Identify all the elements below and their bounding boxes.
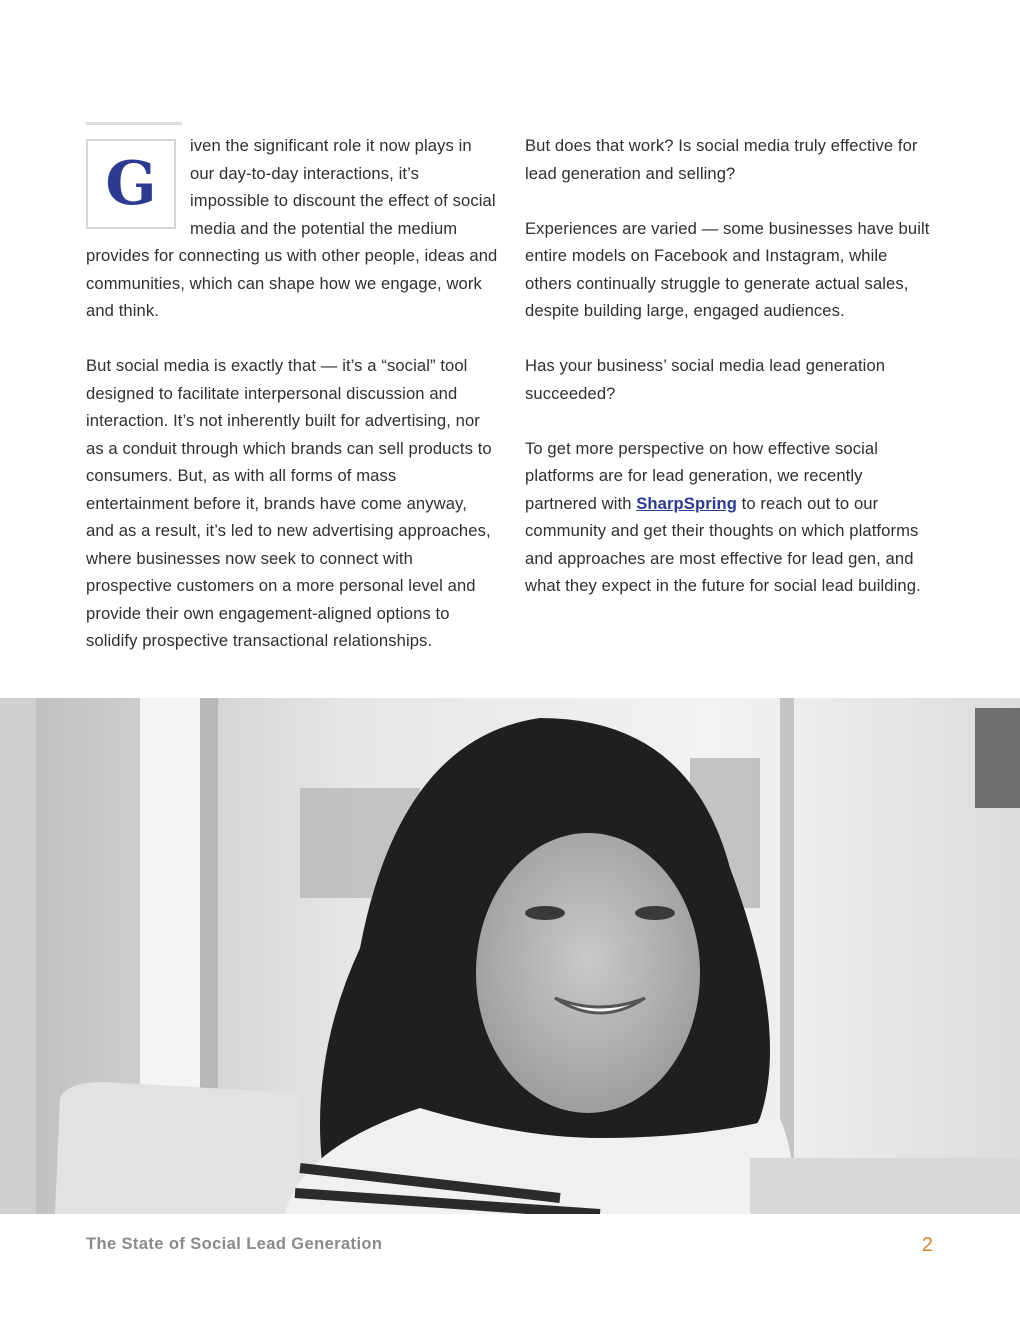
right-paragraph-2: Experiences are varied — some businesses have built entire models on Facebook and Instagram, while others continually struggle to generate actual sales, despite building large, engaged audiences. <box>525 218 930 320</box>
hero-photo <box>0 698 1020 1214</box>
footer-title: The State of Social Lead Generation <box>86 1235 383 1253</box>
left-column <box>86 132 498 655</box>
right-paragraph-4-after: to reach out to our community and get their thoughts on which platforms and approaches are most effective for lead gen, and what they expect in the future for social lead building. <box>525 493 921 595</box>
intro-text: iven the significant role it now plays in our day-to-day interactions, it’s impossible to discount the effect of social media and the potential the medium provides for connecting us with other people, ideas and communities, which can shape how we engage, work and think. <box>86 136 498 320</box>
right-column <box>525 132 935 600</box>
left-paragraph-2: But social media is exactly that — it’s a “social” tool designed to facilitate interpersonal discussion and interaction. It’s not inherently built for advertising, nor as a conduit through which brands can sell products to consumers. But, as with all forms of mass entertainment before it, brands have come anyway, and as a result, it’s led to new advertising approaches, where businesses now seek to connect with prospective customers on a more personal level and provide their own engagement-aligned options to solidify prospective transactional relationships. <box>86 356 492 650</box>
sharpspring-link[interactable]: SharpSpring <box>636 493 737 513</box>
intro-paragraph <box>86 132 498 325</box>
drop-cap: G <box>86 139 176 229</box>
woman-smiling-photo <box>0 698 1020 1214</box>
right-paragraph-4-before: To get more perspective on how effective social platforms are for lead generation, we recently partnered with <box>525 438 879 513</box>
right-paragraph-4 <box>525 435 935 600</box>
page-number: 2 <box>921 1234 933 1256</box>
right-paragraph-1: But does that work? Is social media truly effective for lead generation and selling? <box>525 136 918 183</box>
top-divider <box>86 122 182 125</box>
right-paragraph-3: Has your business’ social media lead generation succeeded? <box>525 356 886 403</box>
